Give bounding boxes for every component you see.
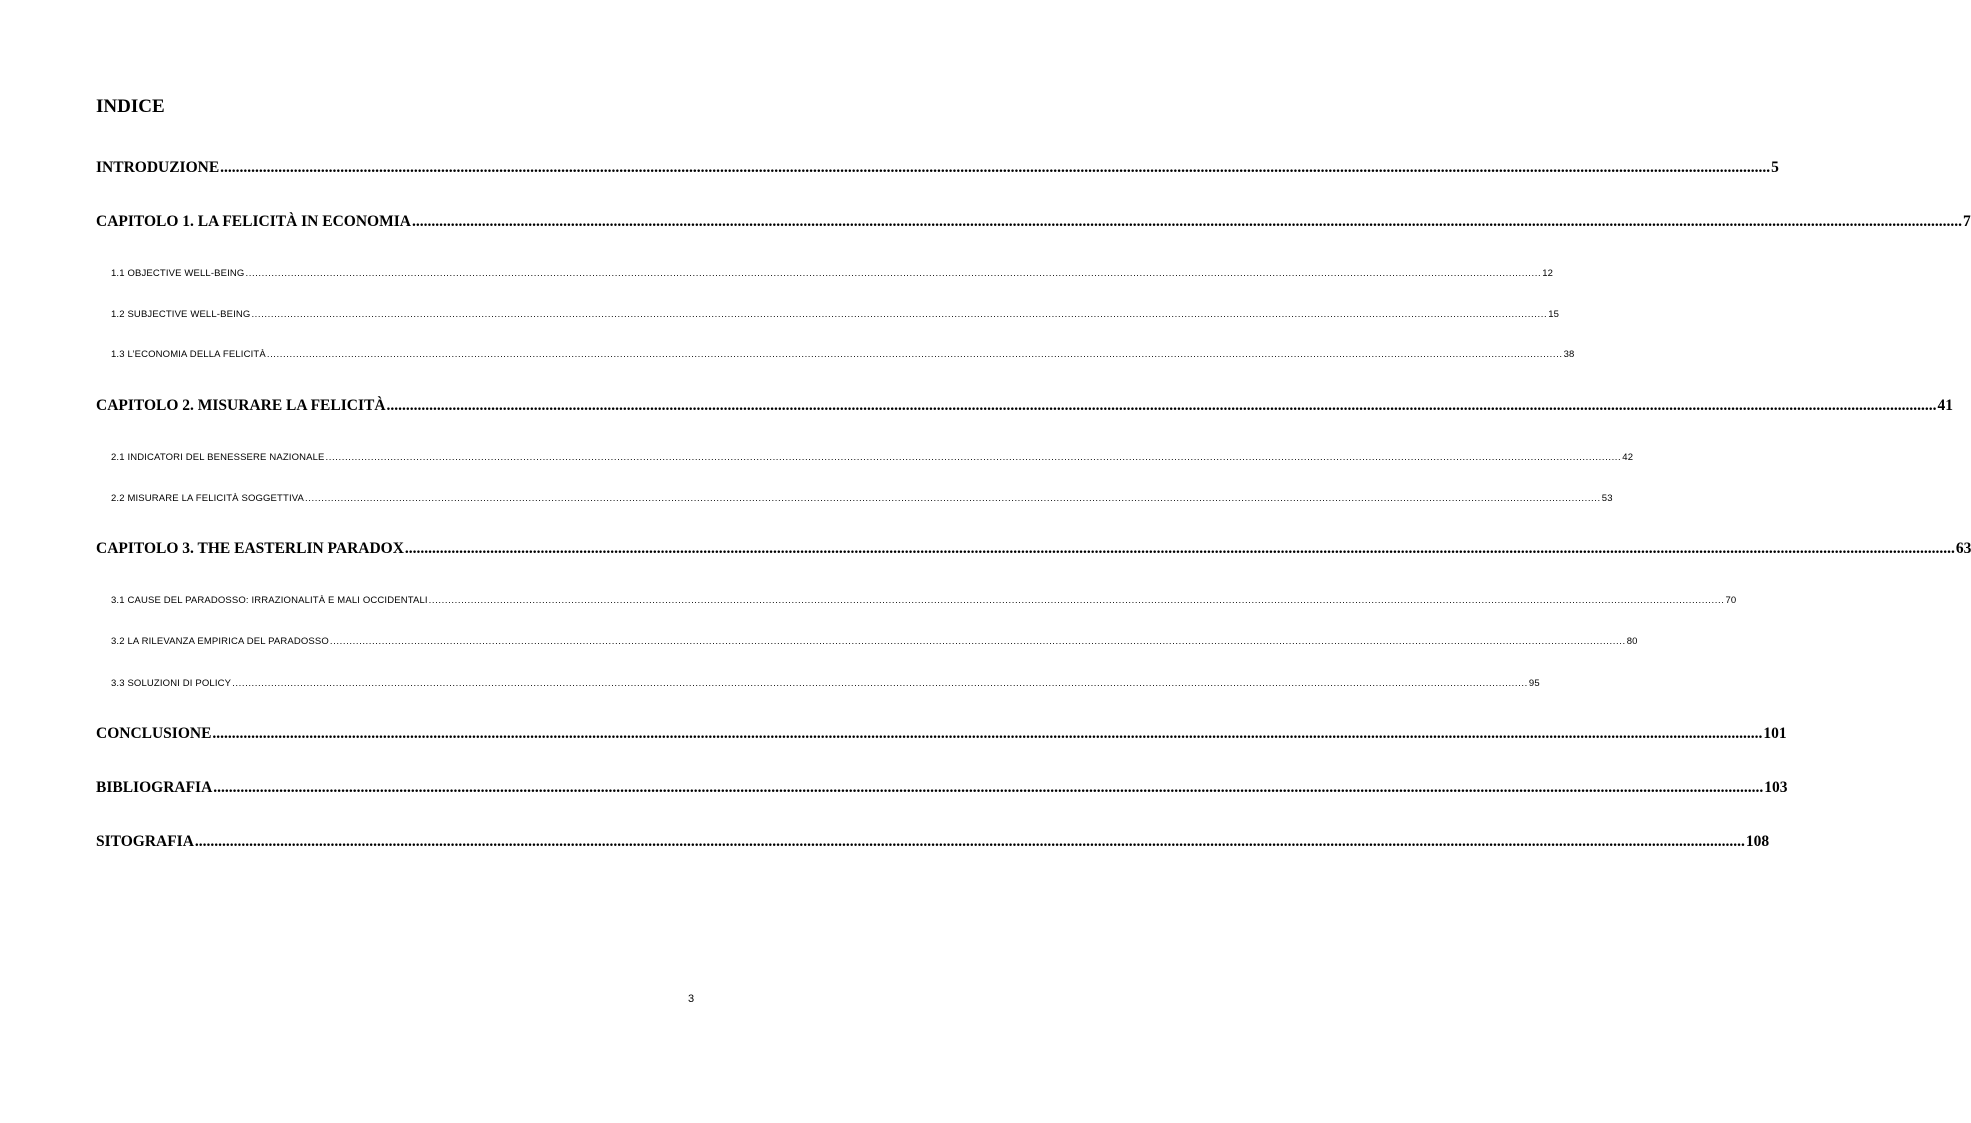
- toc-entry-page: 38: [1563, 349, 1575, 360]
- dot-leader: ................................................................................................................................................................................................................................................................................................................................................................................................................: [266, 349, 1563, 360]
- dot-leader: ................................................................................................................................................................................................................................................................................................................................................................................................................: [232, 678, 1528, 689]
- toc-entry-label: CAPITOLO 1. LA FELICITÀ IN ECONOMIA: [96, 213, 411, 230]
- toc-entry-section-1-2[interactable]: [111, 308, 1560, 322]
- dot-leader: ................................................................................................................................................................................................................................................................................................................................................................................................................: [386, 397, 1937, 414]
- dot-leader: ................................................................................................................................................................................................................................................................................................................................................................................................................: [411, 213, 1962, 230]
- toc-entry-page: 15: [1548, 309, 1560, 320]
- dot-leader: ................................................................................................................................................................................................................................................................................................................................................................................................................: [428, 595, 1725, 606]
- page-title: INDICE: [96, 96, 165, 117]
- toc-entry-section-2-1[interactable]: [111, 451, 1634, 465]
- toc-entry-sitografia[interactable]: [96, 832, 1770, 852]
- toc-entry-label: 2.2 MISURARE LA FELICITÀ SOGGETTIVA: [111, 493, 305, 504]
- dot-leader: ................................................................................................................................................................................................................................................................................................................................................................................................................: [251, 309, 1548, 320]
- dot-leader: ................................................................................................................................................................................................................................................................................................................................................................................................................: [220, 159, 1771, 176]
- dot-leader: ................................................................................................................................................................................................................................................................................................................................................................................................................: [329, 636, 1626, 647]
- dot-leader: ................................................................................................................................................................................................................................................................................................................................................................................................................: [325, 452, 1622, 463]
- dot-leader: ................................................................................................................................................................................................................................................................................................................................................................................................................: [245, 268, 1542, 279]
- toc-entry-section-1-1[interactable]: [111, 267, 1554, 281]
- toc-entry-capitolo-3[interactable]: [96, 539, 1971, 559]
- page-number: 3: [688, 993, 695, 1005]
- toc-entry-label: INTRODUZIONE: [96, 159, 220, 176]
- toc-entry-introduzione[interactable]: [96, 158, 1779, 178]
- toc-entry-page: 70: [1725, 595, 1737, 606]
- toc-entry-page: 80: [1626, 636, 1638, 647]
- toc-entry-label: 3.2 LA RILEVANZA EMPIRICA DEL PARADOSSO: [111, 636, 329, 647]
- toc-entry-page: 63: [1955, 540, 1971, 557]
- toc-entry-bibliografia[interactable]: [96, 778, 1788, 798]
- dot-leader: ................................................................................................................................................................................................................................................................................................................................................................................................................: [212, 725, 1763, 742]
- toc-entry-section-2-2[interactable]: [111, 492, 1613, 506]
- toc-entry-section-1-3[interactable]: [111, 348, 1575, 362]
- toc-entry-conclusione[interactable]: [96, 724, 1787, 744]
- toc-entry-capitolo-2[interactable]: [96, 396, 1954, 416]
- dot-leader: ................................................................................................................................................................................................................................................................................................................................................................................................................: [305, 493, 1601, 504]
- toc-entry-capitolo-1[interactable]: [96, 212, 1971, 232]
- toc-entry-page: 53: [1601, 493, 1613, 504]
- toc-entry-page: 95: [1528, 678, 1540, 689]
- toc-entry-page: 108: [1745, 833, 1770, 850]
- toc-entry-label: SITOGRAFIA: [96, 833, 194, 850]
- toc-entry-label: CONCLUSIONE: [96, 725, 212, 742]
- toc-entry-label: 1.2 SUBJECTIVE WELL-BEING: [111, 309, 251, 320]
- toc-entry-label: 3.3 SOLUZIONI DI POLICY: [111, 678, 232, 689]
- toc-entry-label: CAPITOLO 3. THE EASTERLIN PARADOX: [96, 540, 404, 557]
- toc-entry-label: 2.1 INDICATORI DEL BENESSERE NAZIONALE: [111, 452, 325, 463]
- toc-entry-page: 41: [1937, 397, 1954, 414]
- toc-entry-label: 3.1 CAUSE DEL PARADOSSO: IRRAZIONALITÀ E MALI OCCIDENTALI: [111, 595, 428, 606]
- toc-entry-label: BIBLIOGRAFIA: [96, 779, 213, 796]
- toc-entry-label: 1.3 L’ECONOMIA DELLA FELICITÀ: [111, 349, 266, 360]
- toc-entry-section-3-1[interactable]: [111, 594, 1737, 608]
- dot-leader: ................................................................................................................................................................................................................................................................................................................................................................................................................: [404, 540, 1955, 557]
- dot-leader: ................................................................................................................................................................................................................................................................................................................................................................................................................: [194, 833, 1745, 850]
- toc-entry-section-3-2[interactable]: [111, 635, 1638, 649]
- toc-entry-page: 101: [1763, 725, 1787, 742]
- toc-entry-label: CAPITOLO 2. MISURARE LA FELICITÀ: [96, 397, 386, 414]
- toc-entry-page: 5: [1771, 159, 1779, 176]
- toc-entry-section-3-3[interactable]: [111, 677, 1540, 691]
- toc-entry-page: 42: [1622, 452, 1634, 463]
- toc-entry-page: 7: [1962, 213, 1971, 230]
- toc-entry-page: 103: [1764, 779, 1788, 796]
- dot-leader: ................................................................................................................................................................................................................................................................................................................................................................................................................: [213, 779, 1764, 796]
- toc-entry-page: 12: [1542, 268, 1554, 279]
- toc-entry-label: 1.1 OBJECTIVE WELL-BEING: [111, 268, 245, 279]
